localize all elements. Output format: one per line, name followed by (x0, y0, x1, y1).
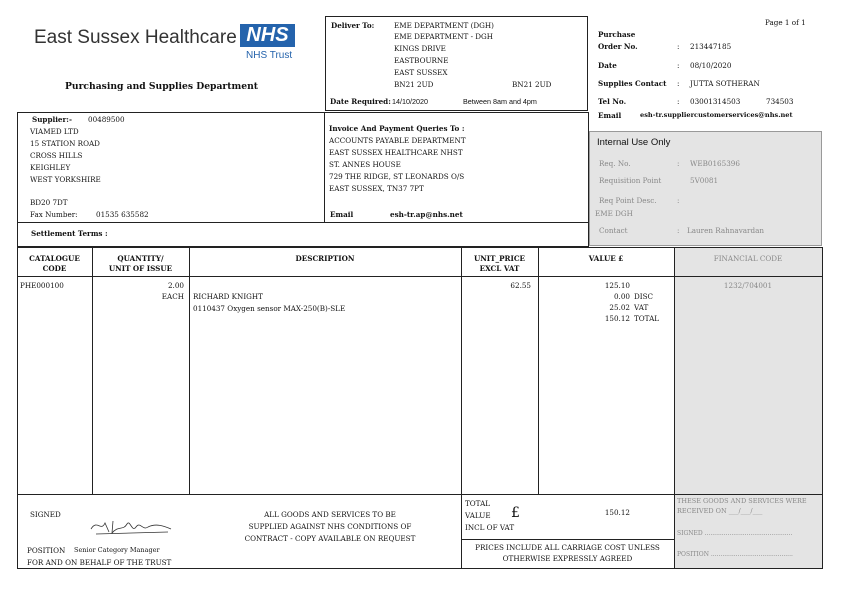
req-point-label: Requisition Point (599, 176, 662, 185)
order-no-label: Order No. (598, 42, 638, 51)
total-label: TOTAL (465, 499, 491, 508)
financial-column-bg (674, 247, 822, 568)
col-header-code-sub: CODE (42, 264, 67, 273)
date-required-value: 14/10/2020 (392, 97, 428, 106)
signature-image (88, 512, 174, 538)
date-label: Date (598, 61, 617, 70)
row-vat-label: VAT (634, 303, 649, 312)
req-desc-label: Req Point Desc. (599, 196, 657, 205)
supplies-contact-value: JUTTA SOTHERAN (690, 79, 760, 88)
row-catalogue-code: PHE000100 (20, 281, 64, 290)
invoice-line: 729 THE RIDGE, ST LEONARDS O/S (329, 172, 465, 181)
supplies-contact-label: Supplies Contact (598, 79, 667, 88)
tel-extension: 734503 (766, 97, 794, 106)
supplier-postcode: BD20 7DT (30, 198, 68, 207)
signed-label: SIGNED (30, 510, 61, 519)
fax-value: 01535 635582 (96, 210, 149, 219)
pound-sign: £ (511, 505, 520, 521)
supplier-code: 00489500 (88, 115, 125, 124)
received-note: RECEIVED ON ___/___/___ (677, 507, 763, 515)
contact-value: Lauren Rahnavardan (687, 226, 764, 235)
total-label: INCL OF VAT (465, 523, 515, 532)
terms-line: CONTRACT - COPY AVAILABLE ON REQUEST (244, 534, 416, 543)
req-point-value: 5V0081 (690, 176, 719, 185)
deliver-label: Deliver To: (331, 21, 375, 30)
row-description-supplier: RICHARD KNIGHT (193, 292, 263, 301)
row-quantity: 2.00 (167, 281, 184, 290)
department-name: Purchasing and Supplies Department (65, 81, 259, 92)
col-header-price: UNIT_PRICE (473, 254, 526, 263)
row-unit-price: 62.55 (510, 281, 531, 290)
deliver-line: KINGS DRIVE (394, 44, 446, 53)
req-no-value: WEB0165396 (690, 159, 740, 168)
row-total-label: TOTAL (634, 314, 660, 323)
row-unit: EACH (161, 292, 184, 301)
row-disc-value: 0.00 (613, 292, 630, 301)
col-header-financial: FINANCIAL CODE (713, 254, 783, 263)
col-header-value: VALUE £ (588, 254, 624, 263)
req-no-label: Req. No. (599, 159, 631, 168)
row-disc-label: DISC (634, 292, 654, 301)
row-value-net: 125.10 (604, 281, 630, 290)
supplier-line: CROSS HILLS (30, 151, 83, 160)
tel-label: Tel No. (598, 97, 627, 106)
nhs-logo: NHS (240, 24, 295, 47)
financial-position: POSITION ........................................... (677, 551, 793, 558)
order-no-value: 213447185 (690, 42, 732, 51)
invoice-title: Invoice And Payment Queries To : (329, 124, 465, 133)
org-name: East Sussex Healthcare (34, 27, 237, 48)
supplier-line: 15 STATION ROAD (30, 139, 100, 148)
row-vat-value: 25.02 (609, 303, 630, 312)
terms-line: SUPPLIED AGAINST NHS CONDITIONS OF (248, 522, 412, 531)
total-label: VALUE (465, 511, 491, 520)
position-value: Senior Category Manager (74, 546, 160, 554)
col-header-qty: QUANTITY/ (117, 254, 164, 263)
page-number: Page 1 of 1 (765, 18, 806, 27)
purchase-title: Purchase (598, 30, 636, 39)
supplier-label: Supplier:- (32, 115, 72, 124)
col-header-code: CATALOGUE (29, 254, 80, 263)
terms-line: ALL GOODS AND SERVICES TO BE (264, 510, 396, 519)
supplier-line: VIAMED LTD (30, 127, 79, 136)
row-description-item: 0110437 Oxygen sensor MAX-250(B)-SLE (193, 304, 346, 313)
received-note: THESE GOODS AND SERVICES WERE (677, 497, 807, 505)
deliver-line: EME DEPARTMENT (DGH) (394, 21, 494, 30)
date-required-label: Date Required: (330, 97, 391, 106)
deliver-line: EASTBOURNE (394, 56, 449, 65)
invoice-line: ST. ANNES HOUSE (329, 160, 401, 169)
invoice-line: EAST SUSSEX, TN37 7PT (329, 184, 424, 193)
settlement-terms: Settlement Terms : (31, 229, 108, 238)
deliver-line: EME DEPARTMENT - DGH (394, 32, 494, 41)
row-total-value: 150.12 (604, 314, 630, 323)
contact-label: Contact (599, 226, 628, 235)
invoice-line: EAST SUSSEX HEALTHCARE NHST (329, 148, 463, 157)
deliver-line: EAST SUSSEX (394, 68, 448, 77)
financial-signed: SIGNED .............................................. (677, 530, 793, 537)
invoice-line: ACCOUNTS PAYABLE DEPARTMENT (329, 136, 466, 145)
invoice-email-label: Email (330, 210, 354, 219)
col-header-qty-sub: UNIT OF ISSUE (108, 264, 173, 273)
fax-label: Fax Number: (30, 210, 78, 219)
total-value: 150.12 (604, 508, 630, 517)
email-value[interactable]: esh-tr.suppliercustomerservices@nhs.net (640, 111, 793, 119)
carriage-note: OTHERWISE EXPRESSLY AGREED (502, 554, 633, 563)
trust-name: NHS Trust (246, 50, 293, 61)
carriage-note: PRICES INCLUDE ALL CARRIAGE COST UNLESS (475, 543, 660, 552)
date-value: 08/10/2020 (690, 61, 732, 70)
supplier-line: KEIGHLEY (30, 163, 71, 172)
delivery-time-window: Between 8am and 4pm (463, 97, 537, 106)
behalf-text: FOR AND ON BEHALF OF THE TRUST (27, 558, 172, 567)
email-label: Email (598, 111, 622, 120)
col-header-description: DESCRIPTION (295, 254, 355, 263)
internal-use-title: Internal Use Only (597, 137, 671, 148)
deliver-postcode: BN21 2UD (512, 80, 552, 89)
position-label: POSITION (27, 546, 66, 555)
row-financial-code: 1232/704001 (723, 281, 773, 290)
invoice-email-value[interactable]: esh-tr.ap@nhs.net (390, 210, 463, 219)
req-desc-value: EME DGH (595, 209, 633, 218)
supplier-line: WEST YORKSHIRE (30, 175, 101, 184)
col-header-price-sub: EXCL VAT (479, 264, 520, 273)
deliver-line: BN21 2UD (394, 80, 434, 89)
tel-value: 03001314503 (690, 97, 741, 106)
